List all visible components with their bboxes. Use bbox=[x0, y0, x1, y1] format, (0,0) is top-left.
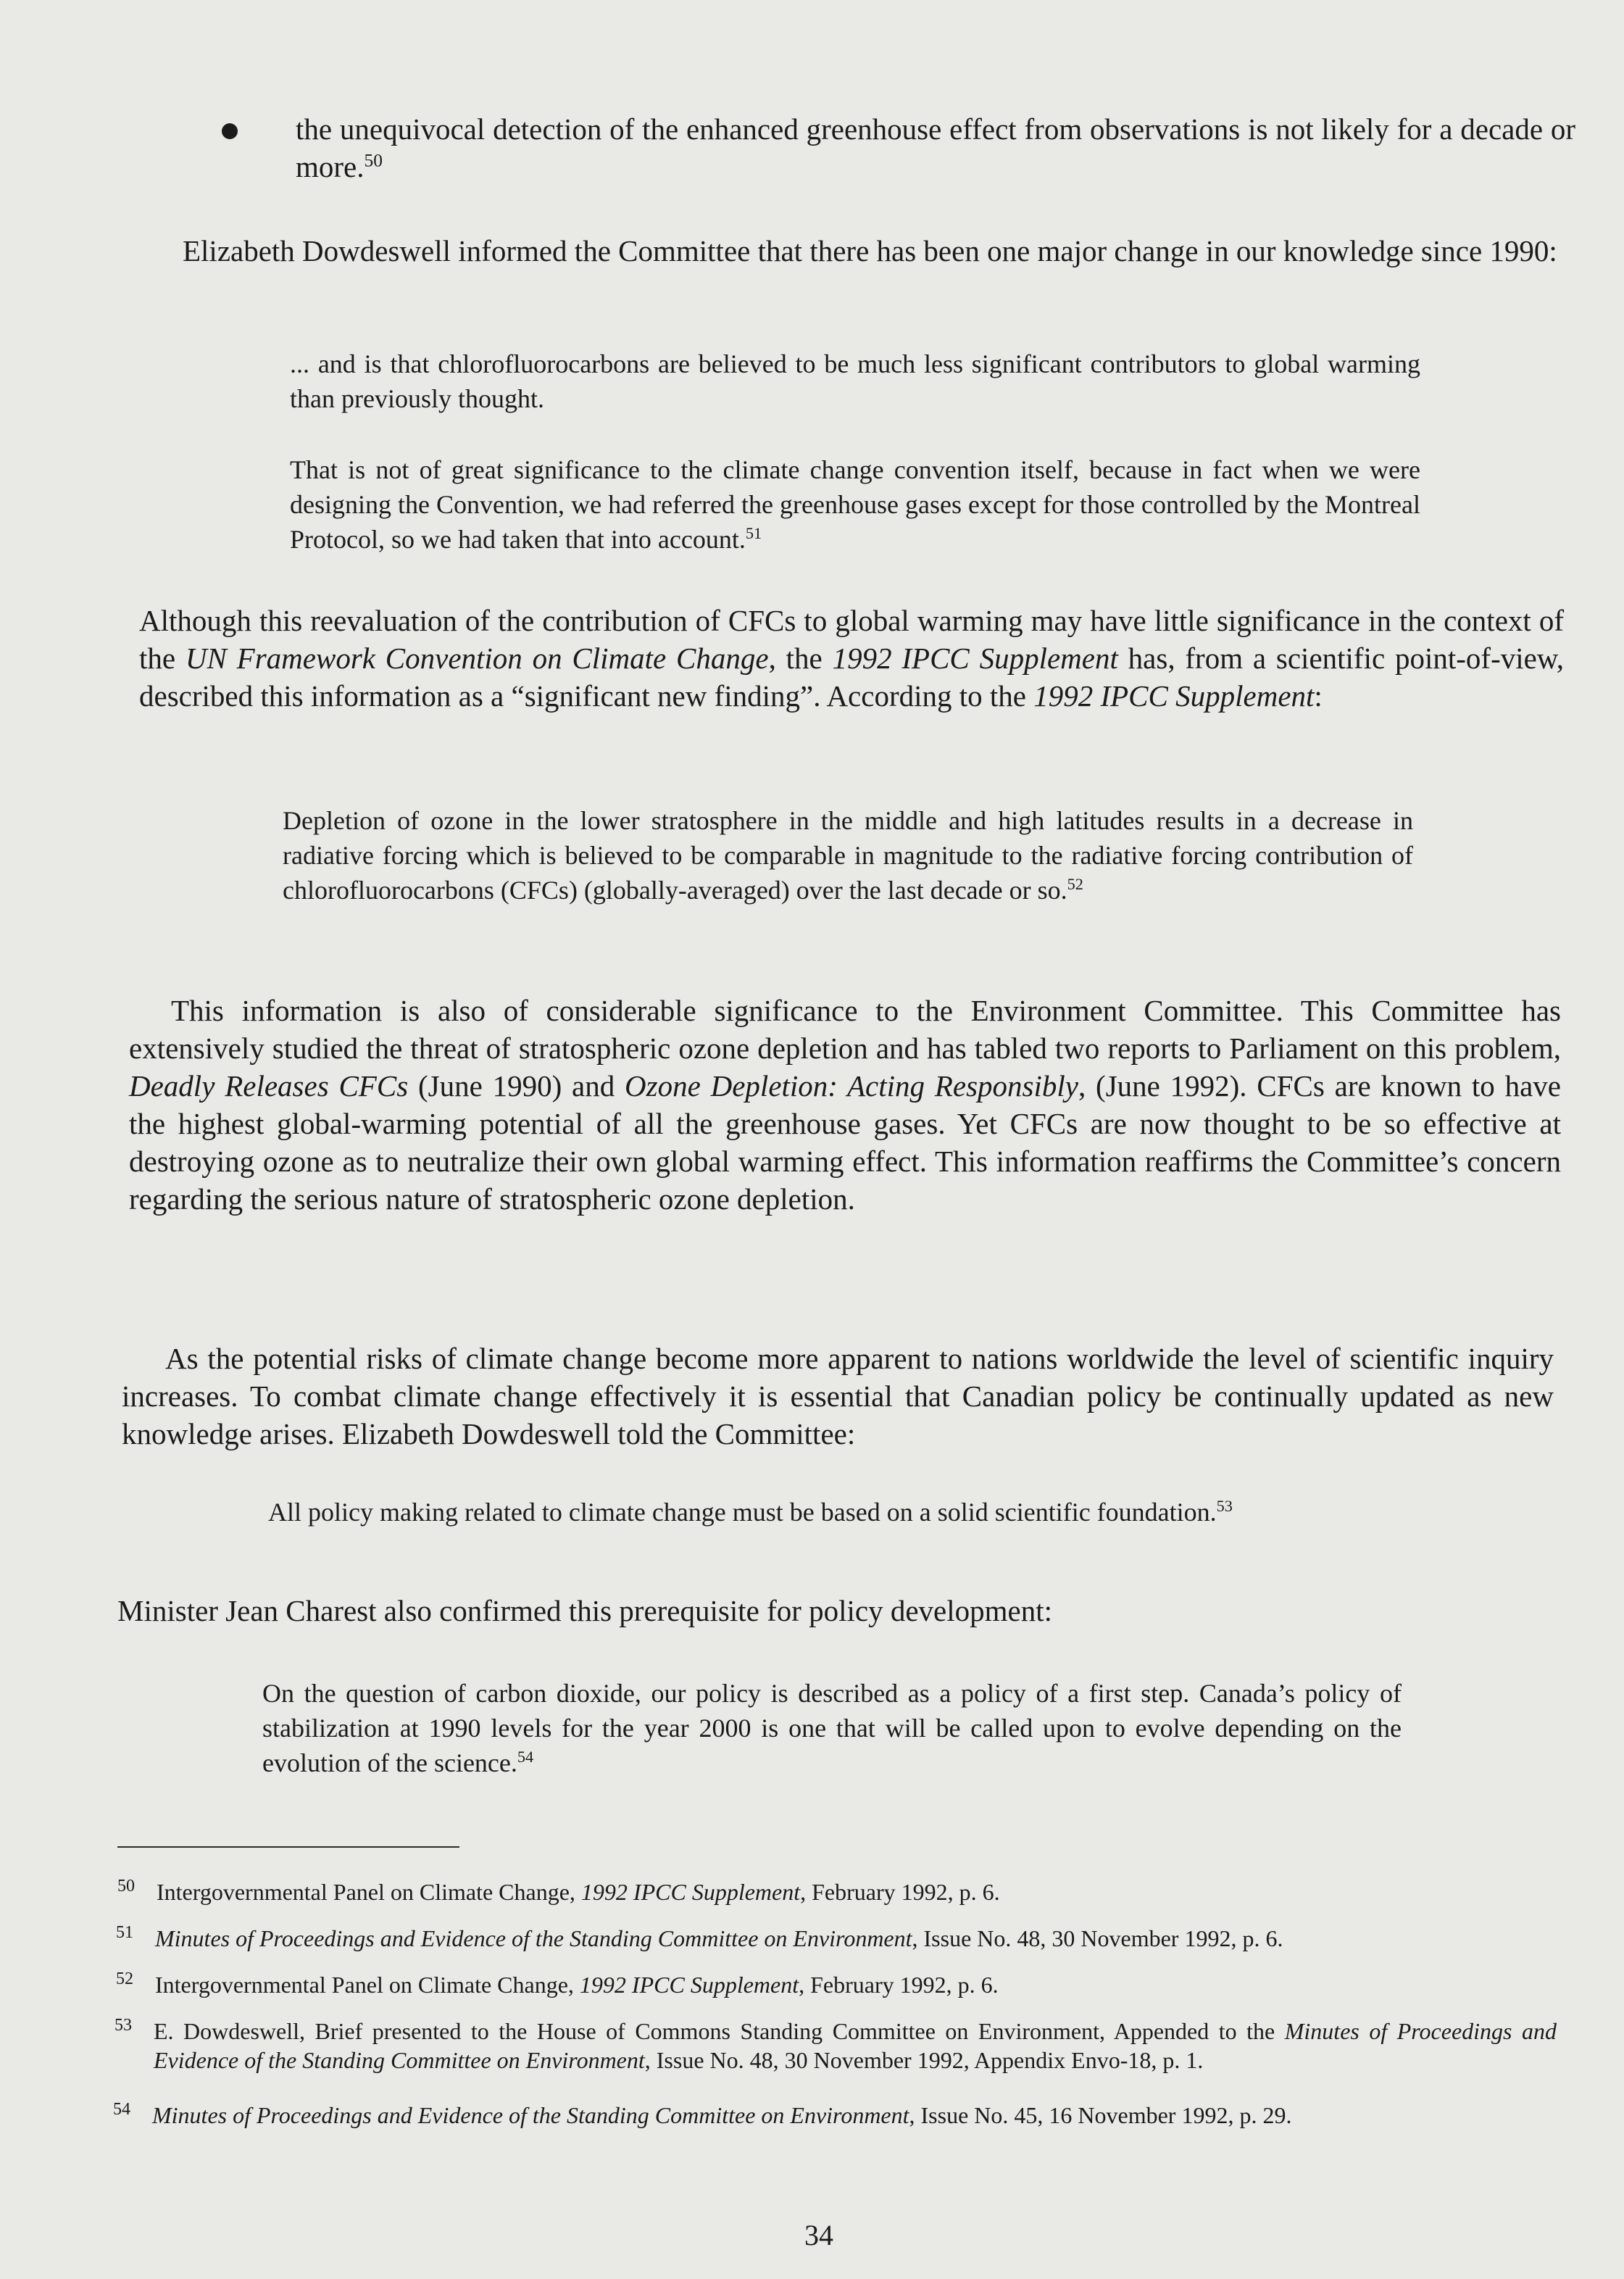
footnote-50: 50 Intergovernmental Panel on Climate Change, 1992 IPCC Supplement, February 1992, p. 6. bbox=[117, 1877, 1000, 1905]
paragraph-charest: Minister Jean Charest also confirmed this prerequisite for policy development: bbox=[117, 1594, 1053, 1627]
footnote-53: 53 E. Dowdeswell, Brief presented to the House of Commons Standing Committee on Environment, Appended to the Minutes of Proceedings and Evidence of the Standing Committee on Environment, Issue No. 48, 30 November 1992, Appendix Envo-18, p. 1. bbox=[114, 2016, 1557, 2073]
footnote-54: 54 Minutes of Proceedings and Evidence of the Standing Committee on Environment, Issue No. 45, 16 November 1992, p. 29. bbox=[113, 2100, 1292, 2128]
footnote-ref-51: 51 bbox=[745, 524, 762, 542]
footnote-ref-54: 54 bbox=[517, 1748, 534, 1766]
footnote-ref-53: 53 bbox=[1216, 1497, 1233, 1515]
footnote-51: 51 Minutes of Proceedings and Evidence of the Standing Committee on Environment, Issue No. 48, 30 November 1992, p. 6. bbox=[116, 1923, 1283, 1951]
block-quote-carbon-dioxide: On the question of carbon dioxide, our policy is described as a policy of a first step. Canada’s policy of stabilization at 1990 levels for the year 2000 is one that will be called upon to evolve depending on the evolution of the science.$^{54}$ bbox=[262, 1679, 1402, 1777]
footnote-divider bbox=[117, 1846, 459, 1848]
paragraph-dowdeswell-intro: Elizabeth Dowdeswell informed the Committee that there has been one major change in our knowledge since 1990: bbox=[183, 234, 1557, 267]
block-quote-ipcc: Depletion of ozone in the lower stratosphere in the middle and high latitudes results in a decrease in radiative forcing which is believed to be comparable in magnitude to the radiative forcing contribution of chlorofluorocarbons (CFCs) (globally-averaged) over the last decade or so.$^{52}$ bbox=[283, 806, 1413, 905]
page-number: 34 bbox=[804, 2219, 833, 2251]
footnote-ref-50: 50 bbox=[364, 150, 383, 171]
block-quote-policy: All policy making related to climate change must be based on a solid scientific foundation.$^{53}$ bbox=[268, 1497, 1233, 1527]
bullet-text: the unequivocal detection of the enhanced greenhouse effect from observations is not likely for a decade or more.$^{50}$ bbox=[296, 112, 1575, 183]
block-quote-cfc: ... and is that chlorofluorocarbons are believed to be much less significant contributors to global warming than previously thought. bbox=[290, 349, 1420, 413]
footnote-52: 52 Intergovernmental Panel on Climate Change, 1992 IPCC Supplement, February 1992, p. 6. bbox=[116, 1969, 999, 1998]
paragraph-policy-updates: As the potential risks of climate change become more apparent to nations worldwide the level of scientific inquiry increases. To combat climate change effectively it is essential that Canadian policy be continually updated as new knowledge arises. Elizabeth Dowdeswell told the Committee: bbox=[122, 1342, 1554, 1450]
paragraph-environment-committee: This information is also of considerable significance to the Environment Committee. This Committee has extensively studied the threat of stratospheric ozone depletion and has tabled two reports to Parliament on this problem, Deadly Releases CFCs (June 1990) and Ozone Depletion: Acting Responsibly, (June 1992). CFCs are known to have the highest global-warming potential of all the greenhouse gases. Yet CFCs are now thought to be so effective at destroying ozone as to neutralize their own global warming effect. This information reaffirms the Committee’s concern regarding the serious nature of stratospheric ozone depletion. bbox=[129, 994, 1561, 1216]
block-quote-convention: That is not of great significance to the climate change convention itself, because in fact when we were designing the Convention, we had referred the greenhouse gases except for those controlled by the Montreal Protocol, so we had taken that into account.$^{51}$ bbox=[290, 455, 1420, 554]
paragraph-reevaluation: Although this reevaluation of the contribution of CFCs to global warming may have little significance in the context of the UN Framework Convention on Climate Change, the 1992 IPCC Supplement has, from a scientific point-of-view, described this information as a “significant new finding”. According to the 1992 IPCC Supplement: bbox=[139, 604, 1565, 713]
bullet-point bbox=[222, 123, 238, 139]
footnote-ref-52: 52 bbox=[1067, 875, 1083, 893]
